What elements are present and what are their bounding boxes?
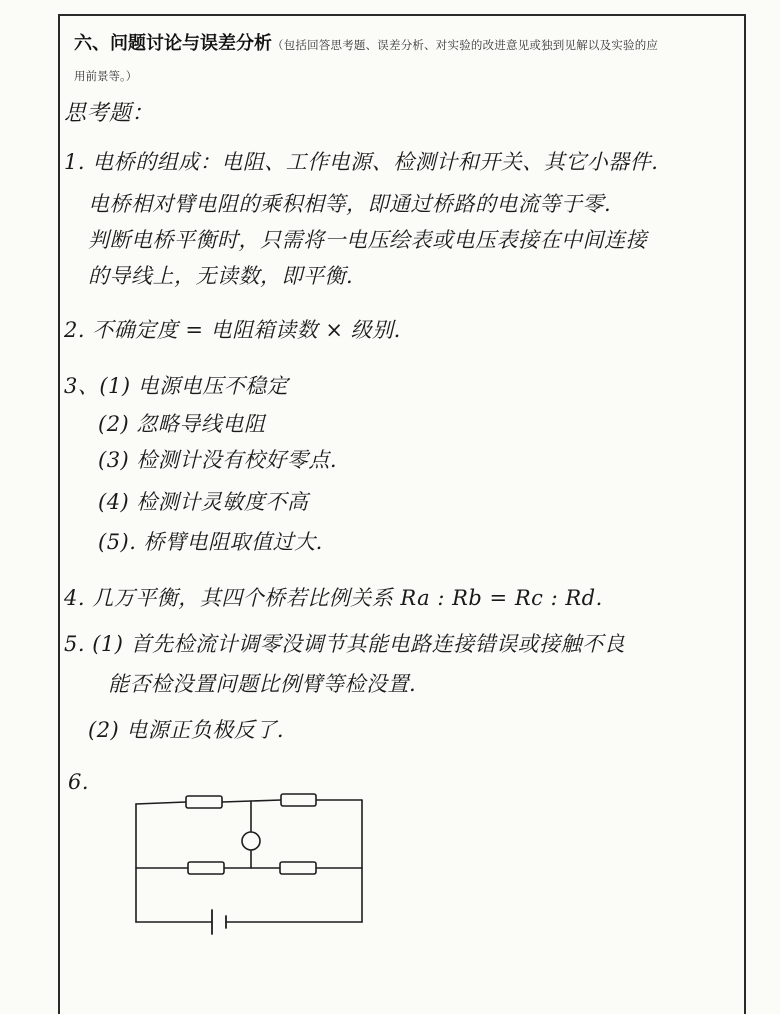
answer-2: 2. 不确定度 = 电阻箱读数 × 级别. [64,318,401,342]
resistor-top-right [281,794,316,806]
answer-5-line-2: 能否检没置问题比例臂等检没置. [108,672,417,696]
answer-3-item-2: (2) 忽略导线电阻 [98,412,266,436]
answer-1-line-4: 的导线上，无读数，即平衡. [88,264,354,288]
galvanometer-symbol [242,832,260,850]
answer-5-line-3: (2) 电源正负极反了. [88,718,285,742]
answer-3-item-1: 3、(1) 电源电压不稳定 [64,374,289,398]
answer-3-item-4: (4) 检测计灵敏度不高 [98,490,309,514]
section-title: 六、问题讨论与误差分析 [74,33,272,54]
section-heading [74,30,734,59]
answer-3-item-3: (3) 检测计没有校好零点. [98,448,338,472]
answer-6-label: 6. [68,770,90,794]
answer-4: 4. 几万平衡，其四个桥若比例关系 Ra : Rb = Rc : Rd. [64,586,603,610]
circuit-wire-top-left [136,802,186,804]
section-note-continuation: 用前景等。） [74,69,138,83]
resistor-bottom-right [280,862,316,874]
answer-5-line-1: 5. (1) 首先检流计调零没调节其能电路连接错误或接触不良 [64,632,626,656]
resistor-bottom-left [188,862,224,874]
thinking-questions-heading: 思考题： [64,101,155,126]
section-note: （包括回答思考题、误差分析、对实验的改进意见或独到见解以及实验的应 [272,38,659,52]
answer-1-line-1: 1. 电桥的组成：电阻、工作电源、检测计和开关、其它小器件. [64,150,659,174]
resistor-top-left [186,796,222,808]
report-sheet [58,14,746,1014]
answer-1-line-2: 电桥相对臂电阻的乘积相等，即通过桥路的电流等于零. [88,192,612,216]
bridge-circuit-diagram [126,786,376,936]
answer-1-line-3: 判断电桥平衡时，只需将一电压绘表或电压表接在中间连接 [88,228,647,252]
answer-3-item-5: (5). 桥臂电阻取值过大. [98,530,323,554]
